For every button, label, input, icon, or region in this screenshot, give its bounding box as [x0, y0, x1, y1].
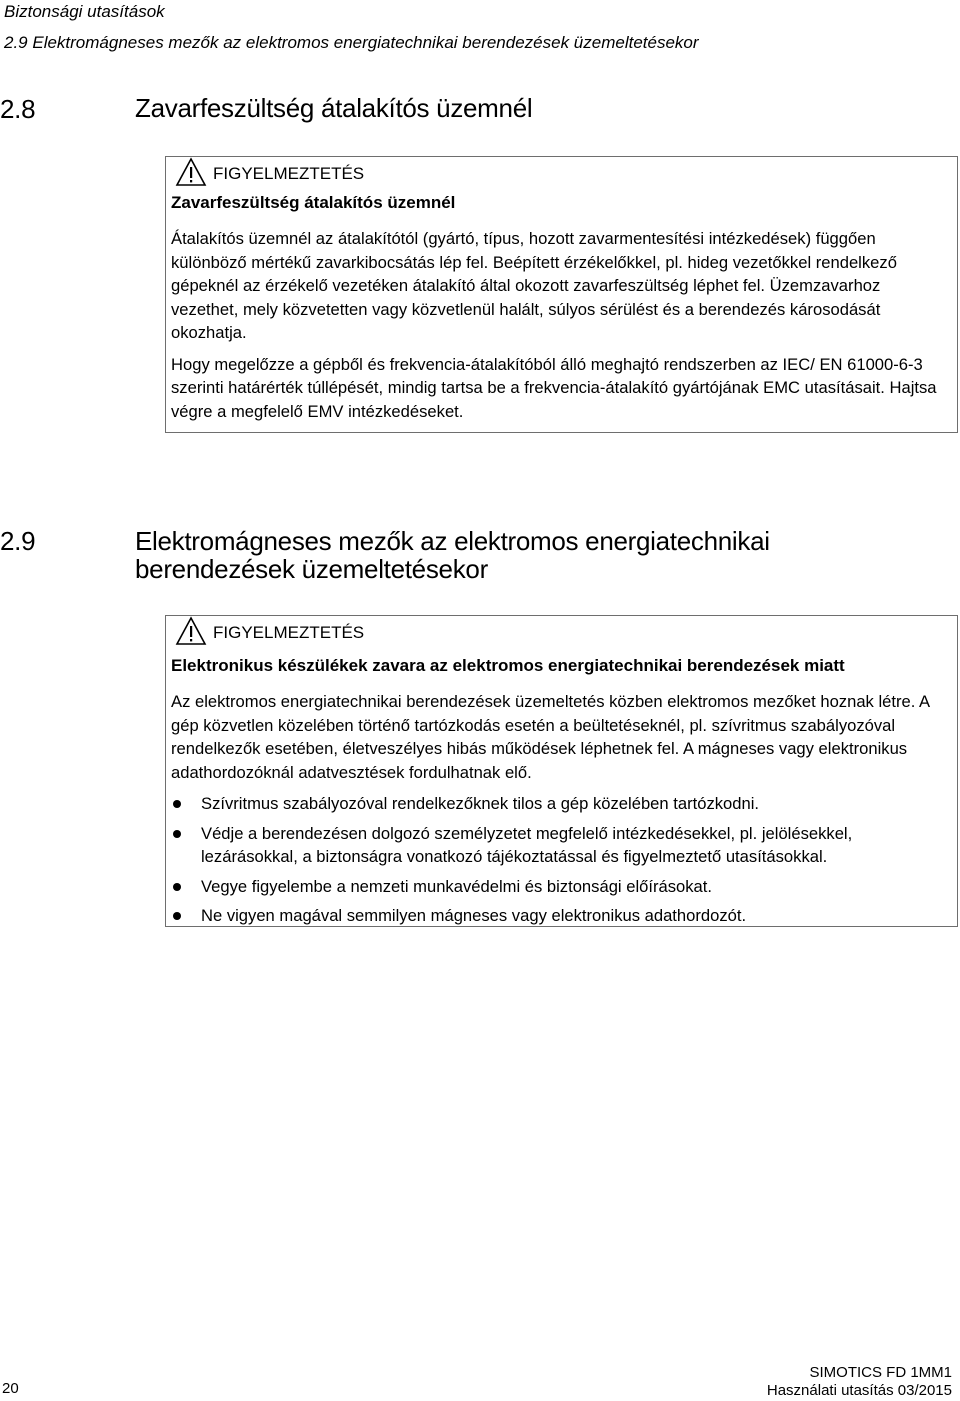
warning-triangle-icon — [175, 157, 207, 192]
warning-bullet-list — [171, 792, 947, 928]
list-item: Szívritmus szabályozóval rendelkezőknek tilos a gép közelében tartózkodni. — [171, 792, 947, 816]
footer-manual: Használati utasítás 03/2015 — [766, 1382, 952, 1399]
warning-subtitle: Elektronikus készülékek zavara az elektromos energiatechnikai berendezések miatt — [171, 656, 845, 675]
list-item: Vegye figyelembe a nemzeti munkavédelmi és biztonsági előírásokat. — [171, 875, 947, 899]
section-title-line: berendezések üzemeltetésekor — [135, 554, 488, 584]
bullet-dot-icon — [173, 883, 181, 891]
list-item: Ne vigyen magával semmilyen mágneses vagy elektronikus adathordozót. — [171, 904, 947, 928]
warning-box-interference-voltage — [165, 156, 958, 433]
header-chapter: Biztonsági utasítások — [4, 2, 165, 21]
warning-triangle-icon — [175, 616, 207, 651]
section-2-9-heading — [0, 527, 770, 583]
warning-subtitle: Zavarfeszültség átalakítós üzemnél — [171, 193, 456, 212]
bullet-dot-icon — [173, 912, 181, 920]
bullet-dot-icon — [173, 830, 181, 838]
warning-header — [171, 157, 947, 191]
section-number: 2.8 — [0, 94, 36, 124]
page-number: 20 — [2, 1380, 19, 1397]
warning-label: FIGYELMEZTETÉS — [213, 623, 365, 642]
section-2-8-heading — [0, 94, 532, 125]
header-section: 2.9 Elektromágneses mezők az elektromos energiatechnikai berendezések üzemeltetésekor — [4, 33, 699, 52]
warning-paragraph: Hogy megelőzze a gépből és frekvencia-átalakítóból álló meghajtó rendszerben az IEC/ EN 61000-6-3 szerinti határérték túllépését, mindig tartsa be a frekvencia-átalakító gyártójának EMC utasításait. Hajtsa végre a megfelelő EMV intézkedéseket. — [171, 354, 937, 421]
bullet-dot-icon — [173, 800, 181, 808]
warning-paragraph: Átalakítós üzemnél az átalakítótól (gyártó, típus, hozott zavarmentesítési intézkedések) függően különböző mértékű zavarkibocsátás lép fel. Beépített érzékelőkkel, pl. hideg vezetőkkel rendelkező gépeknél az érzékelő vezetéken átalakító által okozott zavarfeszültség léphet fel. Üzemzavarhoz vezethet, mely közvetetten vagy közvetlenül halált, súlyos sérülést és a berendezés károsodását okozhatja. — [171, 229, 897, 342]
footer-product: SIMOTICS FD 1MM1 — [809, 1364, 952, 1381]
section-title-line: Elektromágneses mezők az elektromos energiatechnikai — [135, 526, 770, 556]
section-number: 2.9 — [0, 526, 36, 556]
list-item: Védje a berendezésen dolgozó személyzetet megfelelő intézkedésekkel, pl. jelölésekkel, lezárásokkal, a biztonságra vonatkozó tájékoztatással és figyelmeztető utasításokkal. — [171, 822, 947, 869]
warning-box-electromagnetic-fields — [165, 615, 958, 927]
section-title: Zavarfeszültség átalakítós üzemnél — [135, 93, 533, 123]
warning-label: FIGYELMEZTETÉS — [213, 164, 365, 183]
footer-info — [767, 1364, 952, 1400]
warning-paragraph: Az elektromos energiatechnikai berendezések üzemeltetés közben elektromos mezőket hoznak létre. A gép közvetlen közelében történő tartózkodás esetén a beültetéseknél, pl. szívritmus szabályozóval rendelkezők esetében, életveszélyes hibás működések léphetnek fel. A mágneses vagy elektronikus adathordozóknál adatvesztések fordulhatnak elő. — [171, 692, 930, 782]
warning-header — [171, 616, 947, 650]
